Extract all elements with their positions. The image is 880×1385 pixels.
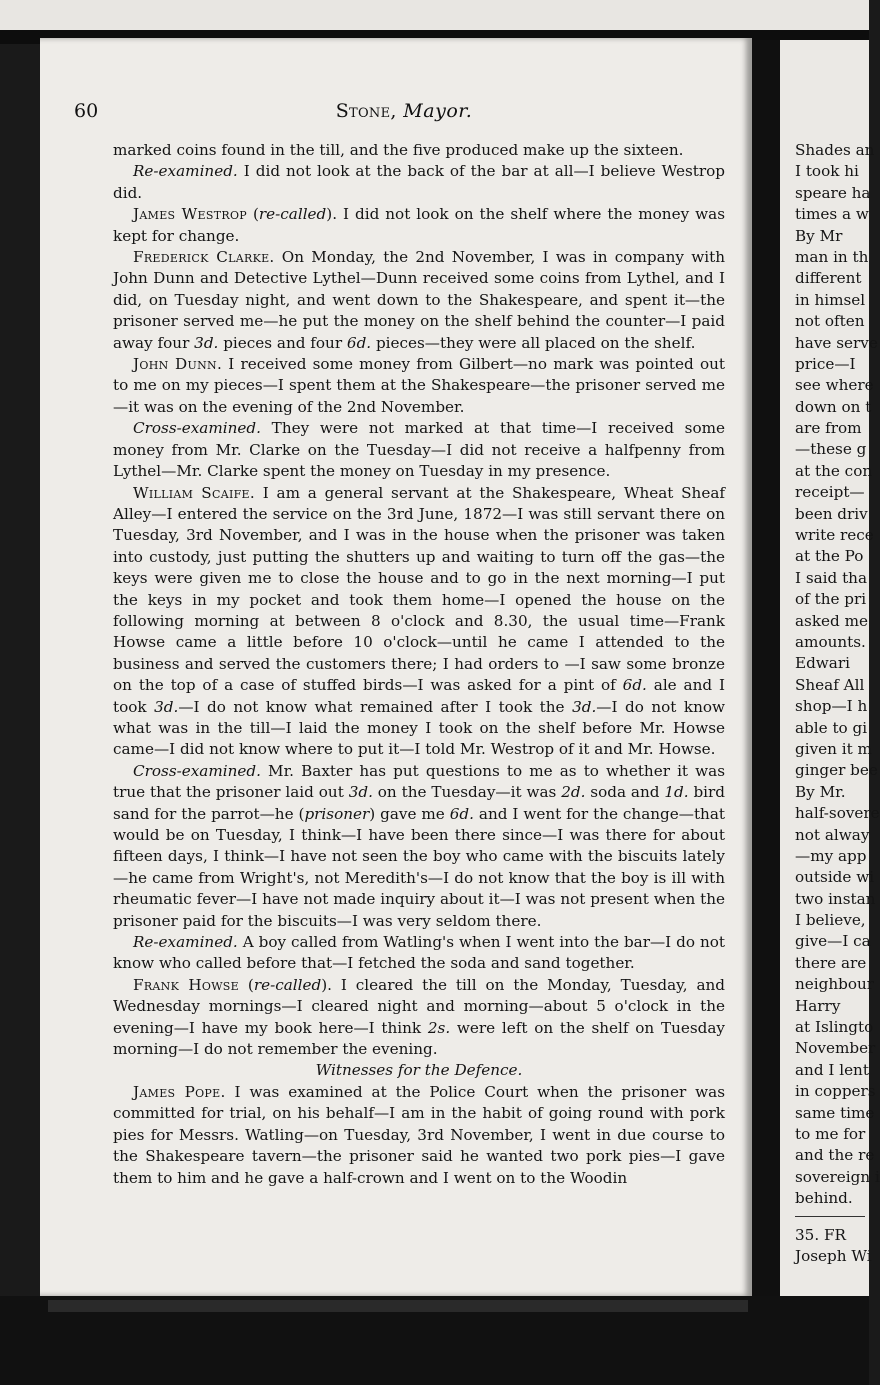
right-page-line: 35. FR — [795, 1225, 846, 1244]
italic-text: 1d. — [664, 783, 689, 802]
right-page-line: receipt— — [795, 483, 865, 502]
text-run: and I went for the change—that would be on Tuesday, I think—I have been there since—I was there for about fifteen days, I think—I have not seen the boy who came with the biscuits lately—he came from Wright's, not Meredith's—I do not know that the boy is ill with rheumatic fever—I have not made inquiry about it—I was not present when the prisoner paid for the biscuits—I was very seldom there. — [113, 804, 725, 930]
right-page-line: behind. — [795, 1189, 853, 1208]
witness-name: William Scaife. — [133, 483, 255, 502]
right-page-line: sovereign i — [795, 1167, 880, 1186]
page-header — [74, 100, 734, 130]
right-page-line: Joseph Wi — [795, 1246, 872, 1265]
italic-text: 3d. — [348, 783, 373, 802]
text-run: ( — [246, 205, 259, 224]
text-run: on the Tuesday—it was — [372, 783, 562, 802]
right-page-line: shop—I h — [795, 697, 868, 716]
right-page-line: write rece — [795, 526, 874, 545]
text-run: I am a general servant at the Shakespeare, Wheat Sheaf Alley—I entered the service on the 3rd June, 1872—I was still servant there on Tuesday, 3rd November, and I was in the house when the prisoner was taken into custody, just putting the shutters up and waiting to turn off the gas—the keys were given me to close the house and to go in the next morning—I put the keys in my pocket and took them home—I opened the house on the following morning at between 8 o'clock and 8.30, the usual time—Frank Howse came a little before 10 o'clock—until he came I attended to the business and served the customers there; I had orders to —I saw some bronze on the top of a case of stuffed birds—I was asked for a pint of — [113, 483, 725, 695]
running-head — [74, 100, 734, 122]
right-page-line: By Mr. — [795, 782, 846, 801]
text-run: Mr. Baxter has put questions to me as to whether it was true that the prisoner laid out — [113, 761, 725, 802]
italic-text: Re-examined. — [133, 933, 238, 952]
right-page-line: By Mr — [795, 226, 843, 245]
italic-text: 3d. — [194, 333, 219, 352]
text-run: ale and I took — [113, 676, 725, 716]
witness-name: James Westrop — [133, 205, 247, 224]
right-page-line: different — [795, 269, 862, 288]
right-page-line: November — [795, 1039, 876, 1058]
running-head-name: Stone, — [335, 100, 397, 122]
right-page-line: Sheaf All — [795, 675, 865, 694]
paragraph — [113, 1082, 725, 1189]
right-page-line: are from — [795, 419, 862, 438]
text-run: On Monday, the 2nd November, I was in company with John Dunn and Detective Lythel—Dunn received some coins from Lythel, and I did, on Tuesday night, and went down to the Shakespeare, and spent it—the prisoner served me—he put the money on the shelf behind the counter—I paid away four — [113, 248, 725, 352]
running-head-title: Mayor. — [403, 100, 473, 122]
right-page-line: outside wi — [795, 868, 875, 887]
witness-name: Frederick Clarke. — [133, 248, 275, 267]
right-page-line: there are — [795, 953, 867, 972]
right-page-line: Edwari — [795, 654, 850, 673]
text-run: I did not look at the back of the bar at all—I believe Westrop did. — [113, 162, 725, 202]
right-page-text — [795, 140, 880, 1267]
scan-top-margin — [0, 0, 869, 30]
right-page-line: asked me — [795, 611, 868, 630]
italic-text: prisoner — [304, 804, 370, 823]
right-page-line: in coppers — [795, 1082, 876, 1101]
italic-text: 6d. — [346, 333, 372, 352]
paragraph — [113, 140, 725, 161]
text-run: ( — [238, 975, 254, 994]
right-page-line: half-sovere — [795, 804, 880, 823]
book-gutter — [752, 40, 780, 1310]
witness-name: Frank Howse — [133, 975, 239, 994]
right-page-line: price—I — [795, 354, 856, 373]
right-page-line: at Islingto — [795, 1018, 874, 1037]
italic-text: 6d. — [449, 804, 474, 823]
text-run: They were not marked at that time—I received some money from Mr. Clarke on the Tuesday—I did not receive a halfpenny from Lythel—Mr. Clarke spent the money on Tuesday in my presence. — [113, 419, 725, 481]
right-page-line: see where — [795, 376, 874, 395]
right-page-line: give—I ca — [795, 932, 871, 951]
paragraph — [113, 354, 725, 418]
italic-text: 2s. — [427, 1018, 451, 1037]
text-run: ). I did not look on the shelf where the money was kept for change. — [113, 205, 725, 245]
italic-text: Cross-examined. — [133, 419, 261, 438]
paragraph — [113, 761, 725, 932]
right-page-line: man in th — [795, 247, 869, 266]
right-page-line: speare ha — [795, 183, 871, 202]
right-page-line: to me for — [795, 1124, 866, 1143]
right-page-line: —my app — [795, 846, 867, 865]
italic-text: 3d. — [572, 697, 597, 716]
right-page-line: —these g — [795, 440, 867, 459]
text-run: ) gave me — [369, 804, 450, 823]
paragraph — [113, 975, 725, 1061]
text-run: soda and — [585, 783, 665, 802]
text-run: pieces—they were all placed on the shelf. — [371, 333, 696, 352]
body-text — [113, 140, 725, 1189]
section-rule — [795, 1216, 865, 1219]
right-page-line: given it m — [795, 739, 872, 758]
section-heading — [113, 1060, 725, 1081]
text-run: ). I cleared the till on the Monday, Tuesday, and Wednesday mornings—I cleared night and morning—about 5 o'clock in the evening—I have my book here—I think — [113, 975, 726, 1037]
right-page-line: I took hi — [795, 162, 859, 181]
right-page-line: able to gi — [795, 718, 868, 737]
right-page-line: and the re — [795, 1146, 875, 1165]
paragraph — [113, 204, 725, 247]
right-page-line: at the Po — [795, 547, 864, 566]
witness-name: James Pope. — [133, 1082, 226, 1101]
text-run: were left on the shelf on Tuesday morning—I do not remember the evening. — [113, 1018, 725, 1059]
page-bottom-edge — [48, 1300, 748, 1312]
right-page-line: ginger bee — [795, 761, 878, 780]
paragraph — [113, 161, 725, 204]
right-page-line: times a w — [795, 205, 869, 224]
witness-name: John Dunn. — [133, 355, 223, 374]
text-run: marked coins found in the till, and the five produced make up the sixteen. — [113, 141, 684, 159]
italic-text: 3d. — [154, 697, 179, 716]
right-page-line: I believe, — [795, 911, 866, 930]
text-run: Witnesses for the Defence. — [315, 1061, 523, 1080]
paragraph — [113, 418, 725, 482]
italic-text: re-called — [258, 205, 327, 224]
text-run: —I do not know what was in the till—I laid the money I took on the shelf before Mr. Howse came—I did not know where to put it—I told Mr. Westrop of it and Mr. Howse. — [113, 697, 725, 759]
right-page-line: Shades an — [795, 141, 875, 159]
right-page-line: and I lent — [795, 1060, 869, 1079]
text-run: —I do not know what remained after I took the — [178, 697, 573, 716]
paragraph — [113, 932, 725, 975]
right-page-line: at the con — [795, 461, 873, 480]
right-page-line: same time — [795, 1103, 875, 1122]
right-page-line: in himsel — [795, 290, 866, 309]
right-page-line: not alway — [795, 825, 870, 844]
right-page-line: I said tha — [795, 568, 868, 587]
text-run: A boy called from Watling's when I went into the bar—I do not know who called before that—I fetched the soda and sand together. — [113, 933, 725, 973]
right-page-line: been driv — [795, 504, 868, 523]
italic-text: 2d. — [561, 783, 586, 802]
right-page-line: of the pri — [795, 590, 867, 609]
italic-text: Cross-examined. — [133, 761, 261, 780]
right-page-line: neighbour — [795, 975, 875, 994]
right-page-line: amounts. — [795, 632, 866, 651]
right-page-line: two instan — [795, 889, 876, 908]
right-page-line: down on t — [795, 397, 872, 416]
right-page-line: have serve — [795, 333, 878, 352]
page-number: 60 — [74, 100, 99, 122]
italic-text: 6d. — [622, 676, 647, 695]
paragraph — [113, 247, 725, 354]
right-page-line: Harry — [795, 996, 841, 1015]
text-run: pieces and four — [218, 333, 347, 352]
italic-text: re-called — [253, 975, 322, 994]
italic-text: Re-examined. — [133, 162, 238, 181]
text-run: bird sand for the parrot—he ( — [113, 783, 726, 823]
right-page-line: not often — [795, 312, 865, 331]
text-run: I received some money from Gilbert—no mark was pointed out to me on my pieces—I spent them at the Shakespeare—the prisoner served me—it was on the evening of the 2nd November. — [113, 355, 725, 416]
text-run: I was examined at the Police Court when the prisoner was committed for trial, on his behalf—I am in the habit of going round with pork pies for Messrs. Watling—on Tuesday, 3rd November, I went in due course to the Shakespeare tavern—the prisoner said he wanted two pork pies—I gave them to him and he gave a half-crown and I went on to the Woodin — [113, 1082, 725, 1187]
paragraph — [113, 483, 725, 761]
